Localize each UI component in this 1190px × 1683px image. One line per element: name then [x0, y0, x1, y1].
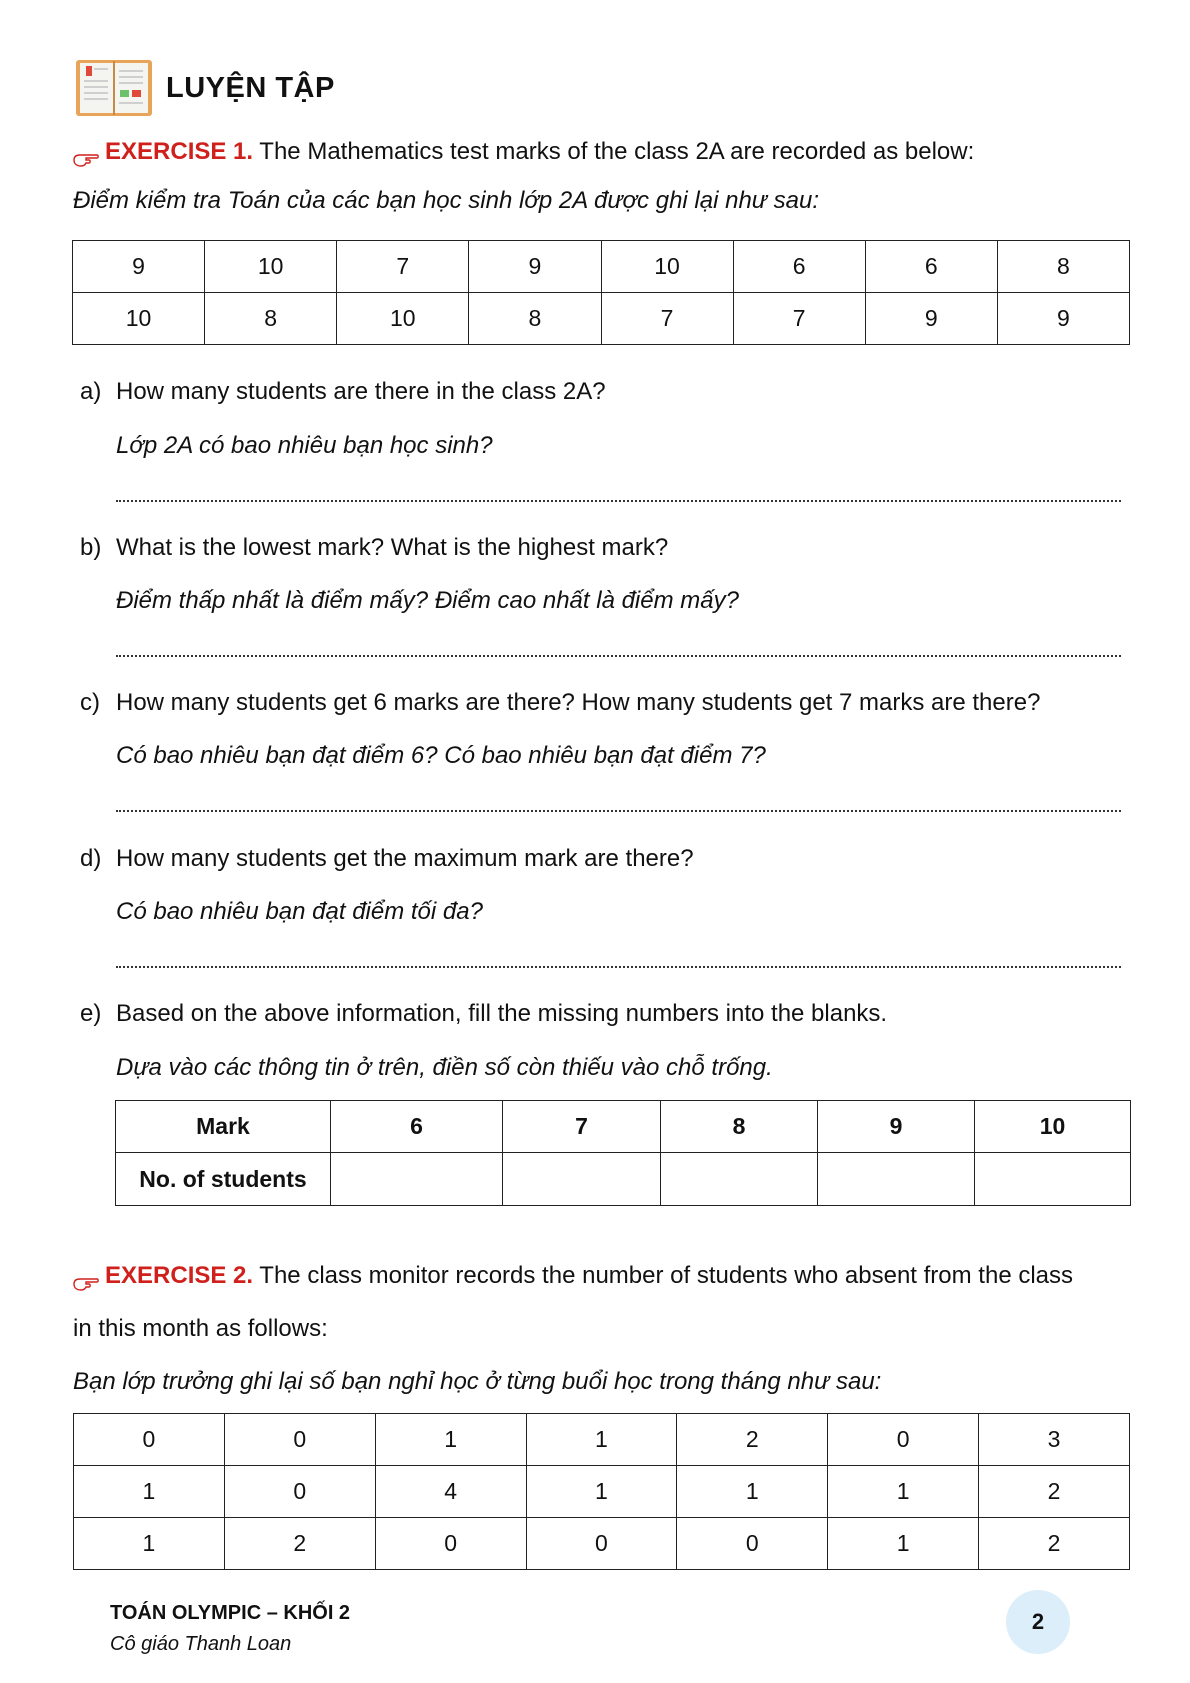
- marks-table-cell: 6: [865, 241, 997, 293]
- answer-blank-cell[interactable]: [975, 1153, 1131, 1206]
- answer-table-mark-row: [116, 1101, 1131, 1153]
- question-d-vi: Có bao nhiêu bạn đạt điểm tối đa?: [116, 898, 483, 925]
- absences-table-cell: 0: [224, 1466, 375, 1518]
- answer-blank-cell[interactable]: [503, 1153, 661, 1206]
- absences-table-cell: 0: [828, 1414, 979, 1466]
- marks-table-cell: 10: [73, 293, 205, 345]
- absences-table-cell: 2: [677, 1414, 828, 1466]
- question-b-vi: Điểm thấp nhất là điểm mấy? Điểm cao nhất là điểm mấy?: [116, 587, 739, 614]
- absences-table-cell: 1: [74, 1466, 225, 1518]
- answer-table-mark-cell: 6: [331, 1101, 503, 1153]
- footer-teacher: Cô giáo Thanh Loan: [110, 1633, 292, 1655]
- answer-table-mark-cell: 8: [661, 1101, 818, 1153]
- answer-line-c[interactable]: [116, 810, 1121, 812]
- question-a-vi: Lớp 2A có bao nhiêu bạn học sinh?: [116, 432, 493, 459]
- absences-table: [73, 1413, 1130, 1570]
- question-c: c) How many students get 6 marks are there? How many students get 7 marks are there?: [80, 689, 1041, 716]
- absences-table-cell: 0: [526, 1518, 677, 1570]
- marks-table: [72, 240, 1130, 345]
- marks-table-cell: 9: [469, 241, 601, 293]
- exercise1-text: The Mathematics test marks of the class 2A are recorded as below:: [259, 138, 975, 165]
- marks-table-cell: 10: [337, 293, 469, 345]
- answer-line-d[interactable]: [116, 966, 1121, 968]
- absences-table-cell: 2: [979, 1466, 1130, 1518]
- absences-table-row: [74, 1466, 1130, 1518]
- question-b: b) What is the lowest mark? What is the highest mark?: [80, 534, 669, 561]
- question-e: e) Based on the above information, fill the missing numbers into the blanks.: [80, 1000, 888, 1027]
- absences-table-cell: 1: [828, 1466, 979, 1518]
- absences-table-cell: 0: [375, 1518, 526, 1570]
- exercise2-label: EXERCISE 2.: [105, 1262, 254, 1289]
- marks-table-row: [73, 241, 1130, 293]
- answer-blank-cell[interactable]: [818, 1153, 975, 1206]
- marks-table-cell: 10: [601, 241, 733, 293]
- section-title: LUYỆN TẬP: [166, 71, 335, 104]
- exercise2-heading: [73, 1262, 1073, 1290]
- answer-blank-cell[interactable]: [661, 1153, 818, 1206]
- marks-table-cell: 8: [205, 293, 337, 345]
- question-e-vi: Dựa vào các thông tin ở trên, điền số còn thiếu vào chỗ trống.: [116, 1054, 773, 1081]
- marks-table-cell: 9: [73, 241, 205, 293]
- answer-table-mark-label: Mark: [116, 1101, 331, 1153]
- marks-table-cell: 8: [469, 293, 601, 345]
- answer-table-count-label: No. of students: [116, 1153, 331, 1206]
- footer-title: TOÁN OLYMPIC – KHỐI 2: [110, 1602, 351, 1624]
- exercise2-text-vi: Bạn lớp trưởng ghi lại số bạn nghỉ học ở từng buổi học trong tháng như sau:: [73, 1368, 882, 1395]
- exercise2-text-line2: in this month as follows:: [73, 1315, 328, 1342]
- marks-table-cell: 7: [733, 293, 865, 345]
- question-c-vi: Có bao nhiêu bạn đạt điểm 6? Có bao nhiêu bạn đạt điểm 7?: [116, 742, 766, 769]
- marks-table-cell: 9: [865, 293, 997, 345]
- absences-table-cell: 1: [526, 1466, 677, 1518]
- absences-table-row: [74, 1414, 1130, 1466]
- exercise2-text-line1: The class monitor records the number of students who absent from the class: [259, 1262, 1074, 1289]
- marks-table-cell: 8: [997, 241, 1129, 293]
- section-header: [74, 58, 335, 118]
- marks-table-cell: 7: [337, 241, 469, 293]
- page-number-badge: 2: [1006, 1590, 1070, 1654]
- book-icon: [74, 58, 154, 118]
- absences-table-row: [74, 1518, 1130, 1570]
- answer-table-mark-cell: 10: [975, 1101, 1131, 1153]
- answer-line-a[interactable]: [116, 500, 1121, 502]
- absences-table-cell: 0: [677, 1518, 828, 1570]
- absences-table-cell: 2: [224, 1518, 375, 1570]
- absences-table-cell: 0: [74, 1414, 225, 1466]
- absences-table-cell: 1: [375, 1414, 526, 1466]
- marks-table-cell: 9: [997, 293, 1129, 345]
- absences-table-cell: 1: [828, 1518, 979, 1570]
- question-d: d) How many students get the maximum mark are there?: [80, 845, 694, 872]
- absences-table-cell: 2: [979, 1518, 1130, 1570]
- answer-table: [115, 1100, 1131, 1206]
- exercise1-label: EXERCISE 1.: [105, 138, 254, 165]
- exercise1-text-vi: Điểm kiểm tra Toán của các bạn học sinh lớp 2A được ghi lại như sau:: [73, 187, 820, 214]
- exercise1-heading: [73, 138, 974, 166]
- marks-table-cell: 7: [601, 293, 733, 345]
- answer-table-count-row: [116, 1153, 1131, 1206]
- pointing-hand-icon: [73, 1270, 99, 1284]
- answer-table-mark-cell: 9: [818, 1101, 975, 1153]
- marks-table-cell: 10: [205, 241, 337, 293]
- absences-table-cell: 3: [979, 1414, 1130, 1466]
- absences-table-cell: 4: [375, 1466, 526, 1518]
- answer-table-mark-cell: 7: [503, 1101, 661, 1153]
- marks-table-cell: 6: [733, 241, 865, 293]
- question-a: a) How many students are there in the class 2A?: [80, 378, 606, 405]
- absences-table-cell: 1: [526, 1414, 677, 1466]
- marks-table-row: [73, 293, 1130, 345]
- absences-table-cell: 0: [224, 1414, 375, 1466]
- answer-blank-cell[interactable]: [331, 1153, 503, 1206]
- pointing-hand-icon: [73, 146, 99, 160]
- answer-line-b[interactable]: [116, 655, 1121, 657]
- absences-table-cell: 1: [677, 1466, 828, 1518]
- absences-table-cell: 1: [74, 1518, 225, 1570]
